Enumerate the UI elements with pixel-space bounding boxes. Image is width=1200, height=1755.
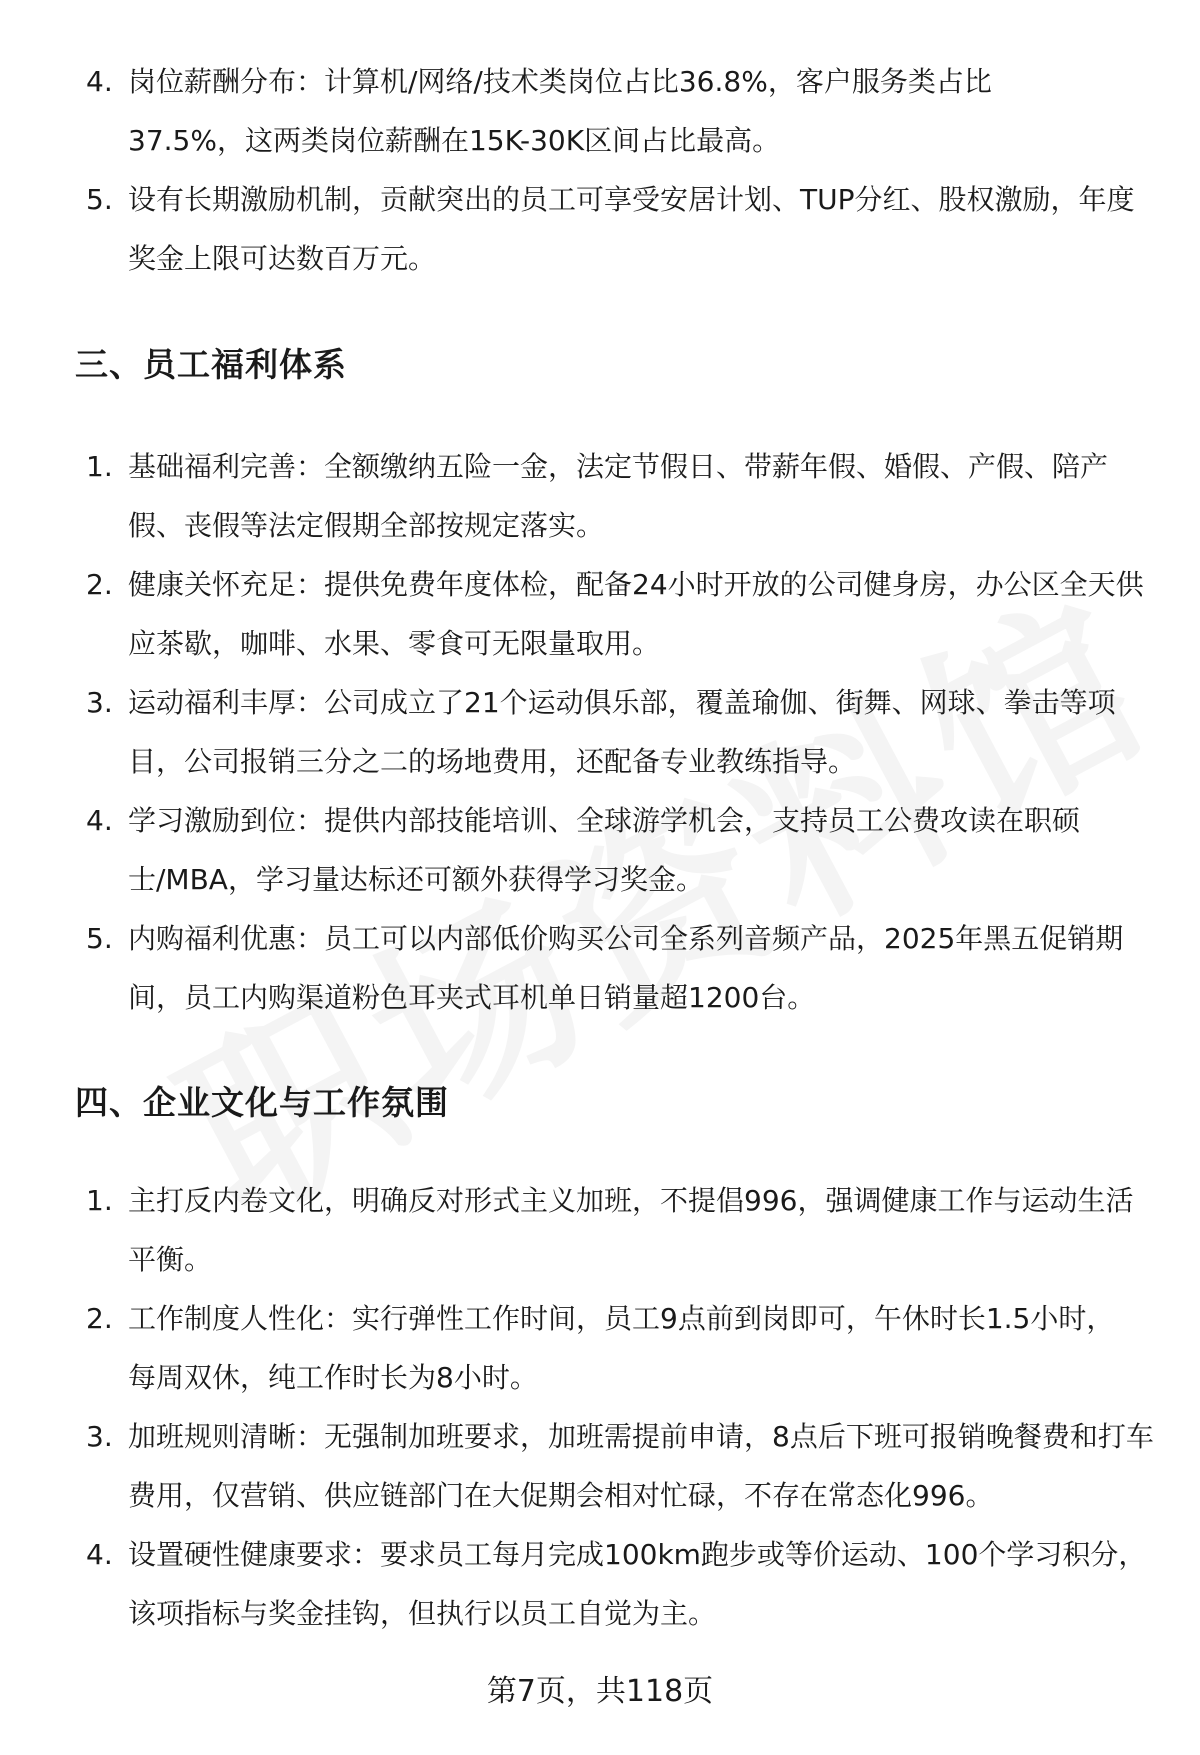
list-text: 学习激励到位：提供内部技能培训、全球游学机会，支持员工公费攻读在职硕士/MBA，学习量达标还可额外获得学习奖金。 xyxy=(128,804,1081,896)
list-text: 岗位薪酬分布：计算机/网络/技术类岗位占比36.8%，客户服务类占比37.5%，这两类岗位薪酬在15K-30K区间占比最高。 xyxy=(128,65,992,157)
section-heading: 四、企业文化与工作氛围 xyxy=(75,1083,449,1122)
list-number: 5. xyxy=(86,922,113,955)
list-number: 1. xyxy=(86,1184,113,1217)
section3-list xyxy=(78,437,1158,1027)
list-text: 内购福利优惠：员工可以内部低价购买公司全系列音频产品，2025年黑五促销期间，员工内购渠道粉色耳夹式耳机单日销量超1200台。 xyxy=(128,922,1124,1014)
list-item xyxy=(78,437,1158,555)
list-number: 2. xyxy=(86,1302,113,1335)
list-text: 设有长期激励机制，贡献突出的员工可享受安居计划、TUP分红、股权激励，年度奖金上限可达数百万元。 xyxy=(128,183,1135,275)
list-text: 工作制度人性化：实行弹性工作时间，员工9点前到岗即可，午休时长1.5小时，每周双休，纯工作时长为8小时。 xyxy=(128,1302,1115,1394)
list-number: 3. xyxy=(86,686,113,719)
list-number: 2. xyxy=(86,568,113,601)
list-item xyxy=(78,673,1158,791)
list-number: 4. xyxy=(86,1538,113,1571)
list-text: 设置硬性健康要求：要求员工每月完成100km跑步或等价运动、100个学习积分，该项指标与奖金挂钩，但执行以员工自觉为主。 xyxy=(128,1538,1147,1630)
list-text: 加班规则清晰：无强制加班要求，加班需提前申请，8点后下班可报销晚餐费和打车费用，仅营销、供应链部门在大促期会相对忙碌，不存在常态化996。 xyxy=(128,1420,1154,1512)
page-number: 第7页，共118页 xyxy=(486,1674,714,1709)
list-item xyxy=(78,1171,1158,1289)
list-number: 4. xyxy=(86,65,113,98)
list-number: 3. xyxy=(86,1420,113,1453)
list-text: 健康关怀充足：提供免费年度体检，配备24小时开放的公司健身房，办公区全天供应茶歇，咖啡、水果、零食可无限量取用。 xyxy=(128,568,1144,660)
list-number: 4. xyxy=(86,804,113,837)
list-item xyxy=(78,791,1158,909)
section4-list xyxy=(78,1171,1158,1643)
list-item xyxy=(78,170,1158,288)
list-item xyxy=(78,1525,1158,1643)
list-text: 运动福利丰厚：公司成立了21个运动俱乐部，覆盖瑜伽、街舞、网球、拳击等项目，公司报销三分之二的场地费用，还配备专业教练指导。 xyxy=(128,686,1116,778)
list-text: 基础福利完善：全额缴纳五险一金，法定节假日、带薪年假、婚假、产假、陪产假、丧假等法定假期全部按规定落实。 xyxy=(128,450,1109,542)
list-item xyxy=(78,555,1158,673)
list-item xyxy=(78,909,1158,1027)
list-text: 主打反内卷文化，明确反对形式主义加班，不提倡996，强调健康工作与运动生活平衡。 xyxy=(128,1184,1134,1276)
list-item xyxy=(78,1289,1158,1407)
list-number: 1. xyxy=(86,450,113,483)
section2-list xyxy=(78,52,1158,288)
list-number: 5. xyxy=(86,183,113,216)
list-item xyxy=(78,1407,1158,1525)
list-item xyxy=(78,52,1158,170)
section-heading: 三、员工福利体系 xyxy=(75,345,347,384)
